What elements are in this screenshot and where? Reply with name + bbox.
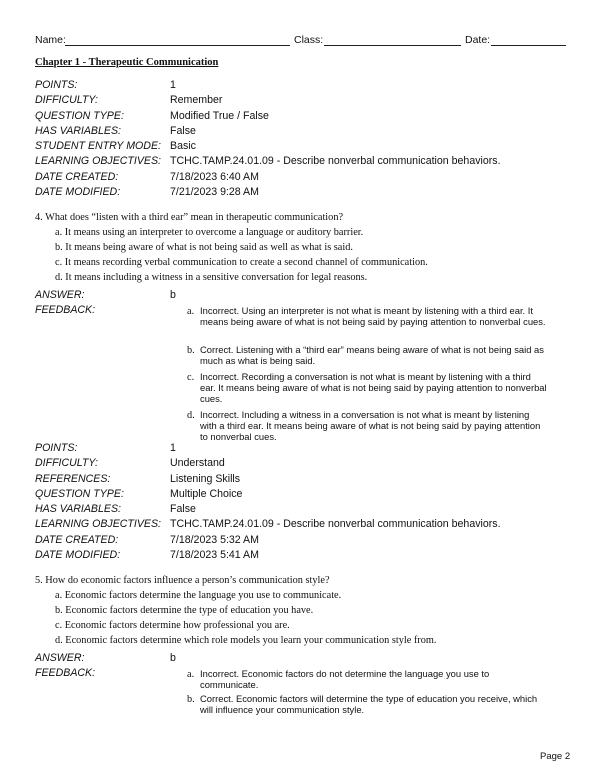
- meta-row: [35, 140, 575, 155]
- answer-label: ANSWER:: [35, 652, 85, 664]
- meta-value: Basic: [170, 140, 196, 153]
- feedback-text: Incorrect. Including a witness in a conversation is not what is meant by listening with a third ear. It means being aware of what is not being said by paying attention to nonverbal cues.: [200, 409, 541, 443]
- class-field-line: [324, 45, 461, 46]
- meta-key: POINTS:: [35, 442, 78, 454]
- feedback-text: Correct. Listening with a “third ear” means being aware of what is not being said as much as what is being said.: [200, 344, 544, 367]
- answer-option: b. It means being aware of what is not being said as well as what is said.: [55, 242, 353, 253]
- meta-value: Modified True / False: [170, 109, 269, 122]
- answer-option: a. It means using an interpreter to overcome a language or auditory barrier.: [55, 227, 364, 238]
- meta-value: 7/18/2023 5:32 AM: [170, 533, 259, 546]
- meta-key: HAS VARIABLES:: [35, 503, 121, 516]
- q4-metadata: [35, 442, 575, 564]
- meta-key: REFERENCES:: [35, 472, 111, 485]
- answer-option: a. Economic factors determine the language you use to communicate.: [55, 590, 342, 601]
- feedback-letter: a.: [187, 306, 195, 317]
- meta-value: Understand: [170, 457, 225, 470]
- meta-key: STUDENT ENTRY MODE:: [35, 140, 161, 153]
- answer-value: b: [170, 289, 176, 301]
- meta-value: 7/18/2023 5:41 AM: [170, 549, 259, 562]
- meta-row: [35, 79, 575, 94]
- answer-option: d. Economic factors determine which role models you learn your communication style from.: [55, 635, 437, 646]
- q5-feedback: [187, 668, 547, 715]
- meta-row: [35, 155, 575, 170]
- meta-key: DATE MODIFIED:: [35, 549, 121, 562]
- feedback-label: FEEDBACK:: [35, 667, 96, 679]
- meta-key: DATE MODIFIED:: [35, 186, 121, 199]
- feedback-item: [187, 409, 547, 443]
- answer-option: b. Economic factors determine the type of education you have.: [55, 605, 314, 616]
- feedback-letter: b.: [187, 694, 195, 705]
- chapter-title: Chapter 1 - Therapeutic Communication: [35, 57, 219, 68]
- meta-key: QUESTION TYPE:: [35, 487, 124, 500]
- date-label: Date:: [465, 34, 491, 46]
- meta-key: LEARNING OBJECTIVES:: [35, 155, 161, 168]
- name-label: Name:: [35, 34, 66, 46]
- meta-value: 7/18/2023 6:40 AM: [170, 170, 259, 183]
- feedback-letter: a.: [187, 669, 195, 680]
- class-label: Class:: [294, 34, 324, 46]
- answer-label: ANSWER:: [35, 289, 85, 301]
- feedback-letter: d.: [187, 410, 195, 421]
- meta-value: Listening Skills: [170, 472, 241, 485]
- question-stem: 4. What does “listen with a third ear” mean in therapeutic communication?: [35, 212, 344, 223]
- feedback-text: Correct. Economic factors will determine the type of education you receive, which will influence your communication style.: [200, 693, 538, 716]
- meta-row: [35, 171, 575, 186]
- student-header: [35, 34, 567, 48]
- answer-option: c. Economic factors determine how professional you are.: [55, 620, 290, 631]
- meta-key: DATE CREATED:: [35, 533, 119, 546]
- meta-row: [35, 503, 575, 518]
- feedback-text: Incorrect. Recording a conversation is not what is meant by listening with a third ear. It means being aware of what is not being said by paying attention to nonverbal cues.: [200, 371, 547, 405]
- meta-row: [35, 125, 575, 140]
- meta-key: DIFFICULTY:: [35, 94, 98, 107]
- meta-row: [35, 94, 575, 109]
- question-stem: 5. How do economic factors influence a person’s communication style?: [35, 575, 330, 586]
- meta-value: TCHC.TAMP.24.01.09 - Describe nonverbal communication behaviors.: [170, 518, 501, 531]
- meta-row: [35, 534, 575, 549]
- meta-value: Multiple Choice: [170, 487, 243, 500]
- meta-key: QUESTION TYPE:: [35, 109, 124, 122]
- feedback-item: [187, 344, 547, 371]
- q4-feedback: [187, 305, 547, 443]
- answer-value: b: [170, 652, 176, 664]
- meta-row: [35, 518, 575, 533]
- meta-row: [35, 488, 575, 503]
- meta-row: [35, 549, 575, 564]
- meta-row: [35, 442, 575, 457]
- page-number: Page 2: [540, 751, 571, 762]
- answer-option: c. It means recording verbal communication to create a second channel of communication.: [55, 257, 428, 268]
- meta-value: False: [170, 503, 196, 516]
- feedback-text: Incorrect. Using an interpreter is not what is meant by listening with a third ear. It means being aware of what is not being said by paying attention to nonverbal cues.: [200, 305, 546, 328]
- feedback-letter: b.: [187, 345, 195, 356]
- meta-row: [35, 457, 575, 472]
- meta-row: [35, 473, 575, 488]
- meta-key: DATE CREATED:: [35, 170, 119, 183]
- meta-value: Remember: [170, 94, 223, 107]
- meta-value: 1: [170, 442, 176, 454]
- feedback-item: [187, 693, 547, 715]
- meta-row: [35, 110, 575, 125]
- answer-option: d. It means including a witness in a sensitive conversation for legal reasons.: [55, 272, 368, 283]
- date-field-line: [491, 45, 566, 46]
- question-5: [35, 575, 575, 650]
- feedback-label: FEEDBACK:: [35, 304, 96, 316]
- meta-row: [35, 186, 575, 201]
- meta-value: False: [170, 124, 196, 137]
- feedback-letter: c.: [187, 372, 195, 383]
- meta-value: TCHC.TAMP.24.01.09 - Describe nonverbal communication behaviors.: [170, 155, 501, 168]
- feedback-item: [187, 668, 547, 693]
- feedback-text: Incorrect. Economic factors do not determine the language you use to communicate.: [200, 668, 490, 691]
- name-field-line: [65, 45, 290, 46]
- feedback-item: [187, 305, 547, 344]
- meta-key: LEARNING OBJECTIVES:: [35, 518, 161, 531]
- meta-key: POINTS:: [35, 79, 78, 91]
- meta-key: HAS VARIABLES:: [35, 124, 121, 137]
- meta-value: 1: [170, 79, 176, 91]
- q3-metadata: [35, 79, 575, 201]
- meta-value: 7/21/2023 9:28 AM: [170, 186, 259, 199]
- feedback-item: [187, 371, 547, 409]
- question-4: [35, 212, 575, 287]
- meta-key: DIFFICULTY:: [35, 457, 98, 470]
